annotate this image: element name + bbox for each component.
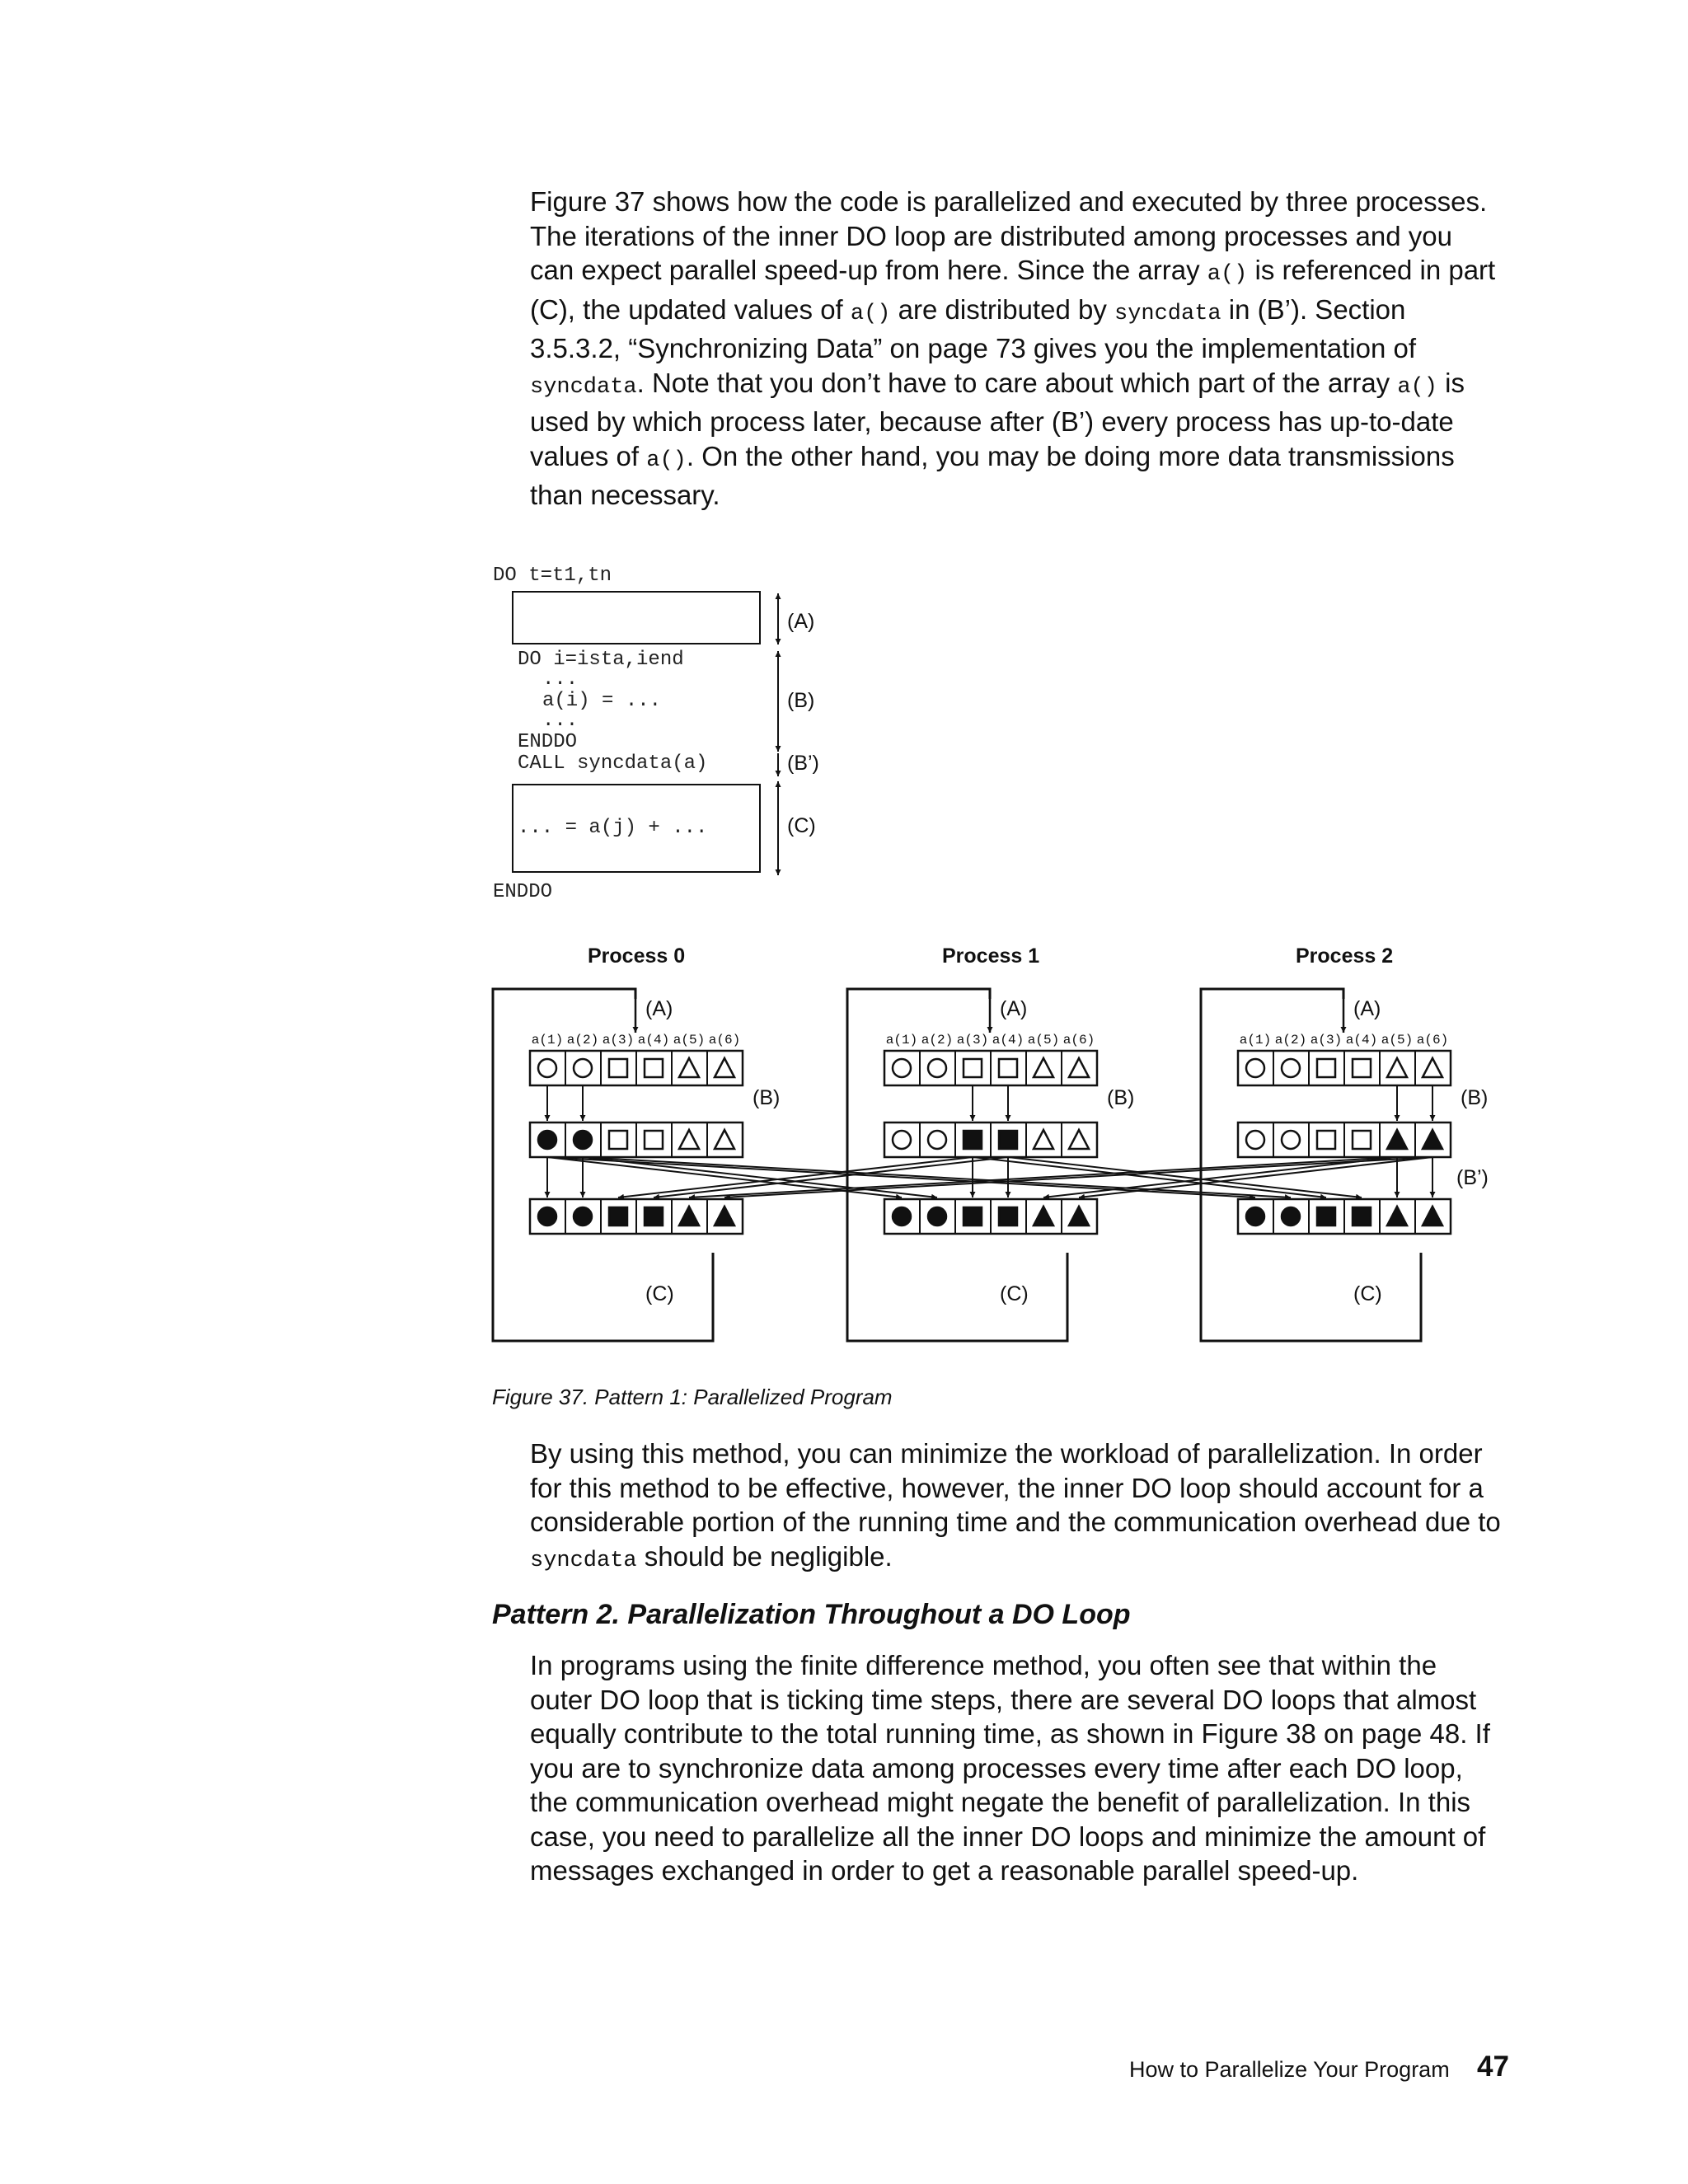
circle-marker bbox=[1282, 1131, 1300, 1149]
circle-marker bbox=[1246, 1131, 1264, 1149]
triangle-marker bbox=[715, 1058, 734, 1077]
triangle-marker bbox=[1069, 1058, 1089, 1077]
triangle-marker bbox=[1423, 1058, 1442, 1077]
array-row-2 bbox=[1238, 1199, 1451, 1234]
array-index-label: a(6) bbox=[1416, 1033, 1449, 1047]
array-index-label: a(4) bbox=[1345, 1033, 1378, 1047]
triangle-marker bbox=[1423, 1130, 1442, 1149]
code-a-array: a() bbox=[1207, 262, 1248, 287]
circle-marker bbox=[538, 1207, 556, 1226]
para1-text: Figure 37 shows how the code is parallelized and executed by three processes. The iterations of the inner DO loop are distributed among processes and you can expect parallel speed-up from here. Since the array bbox=[530, 186, 1488, 285]
array-row-0 bbox=[1238, 1051, 1451, 1085]
para1-text: is referenced in part (C), the updated values of bbox=[530, 255, 1496, 325]
process-1 bbox=[847, 944, 1134, 1341]
para1-text: are distributed by bbox=[890, 293, 1114, 325]
label-b: (B) bbox=[1107, 1086, 1135, 1109]
array-index-label: a(1) bbox=[1239, 1033, 1272, 1047]
process-title: Process 1 bbox=[942, 944, 1040, 968]
square-marker bbox=[609, 1059, 627, 1077]
square-marker bbox=[645, 1131, 663, 1149]
triangle-marker bbox=[679, 1058, 699, 1077]
code-syncdata: syncdata bbox=[530, 1548, 637, 1573]
para1-text: is used by which process later, because after (B’) every process has up-to-date values of bbox=[530, 367, 1465, 471]
square-marker bbox=[964, 1131, 982, 1149]
process-title: Process 0 bbox=[588, 944, 686, 968]
label-a: (A) bbox=[1353, 997, 1381, 1020]
array-index-label: a(2) bbox=[921, 1033, 954, 1047]
code-line: ... bbox=[542, 668, 579, 691]
array-row-1 bbox=[530, 1122, 743, 1157]
triangle-marker bbox=[715, 1207, 734, 1226]
para1-text: . On the other hand, you may be doing more data transmissions than necessary. bbox=[530, 440, 1455, 510]
array-row-2 bbox=[884, 1199, 1097, 1234]
circle-marker bbox=[893, 1131, 911, 1149]
process-0 bbox=[493, 944, 780, 1341]
square-marker bbox=[645, 1059, 663, 1077]
triangle-marker bbox=[1387, 1130, 1407, 1149]
footer-chapter-title: How to Parallelize Your Program bbox=[1129, 2057, 1450, 2082]
array-index-label: a(6) bbox=[708, 1033, 741, 1047]
code-syncdata: syncdata bbox=[1114, 301, 1221, 326]
circle-marker bbox=[574, 1131, 592, 1149]
label-b-prime: (B’) bbox=[1456, 1166, 1489, 1189]
array-row-1 bbox=[884, 1122, 1097, 1157]
square-marker bbox=[1353, 1059, 1371, 1077]
method-paragraph bbox=[530, 1436, 1503, 1578]
para2-text: should be negligible. bbox=[636, 1540, 893, 1572]
circle-marker bbox=[928, 1131, 946, 1149]
circle-marker bbox=[538, 1059, 556, 1077]
array-index-label: a(6) bbox=[1062, 1033, 1095, 1047]
array-index-label: a(5) bbox=[1381, 1033, 1414, 1047]
square-marker bbox=[1353, 1131, 1371, 1149]
circle-marker bbox=[574, 1207, 592, 1226]
para2-text: By using this method, you can minimize the workload of parallelization. In order for this method to be effective, however, the inner DO loop should account for a considerable portion of the running time and the communication overhead due to bbox=[530, 1438, 1501, 1537]
triangle-marker bbox=[1069, 1130, 1089, 1149]
square-marker bbox=[1317, 1059, 1335, 1077]
triangle-marker bbox=[1069, 1207, 1089, 1226]
square-marker bbox=[645, 1207, 663, 1226]
circle-marker bbox=[1282, 1059, 1300, 1077]
array-index-label: a(5) bbox=[673, 1033, 706, 1047]
array-index-label: a(1) bbox=[885, 1033, 918, 1047]
label-a: (A) bbox=[787, 610, 815, 633]
circle-marker bbox=[1282, 1207, 1300, 1226]
square-marker bbox=[999, 1207, 1017, 1226]
triangle-marker bbox=[679, 1207, 699, 1226]
array-index-label: a(1) bbox=[531, 1033, 564, 1047]
process-diagrams bbox=[493, 944, 1489, 1341]
array-index-label: a(5) bbox=[1027, 1033, 1060, 1047]
circle-marker bbox=[1246, 1207, 1264, 1226]
circle-marker bbox=[928, 1207, 946, 1226]
triangle-marker bbox=[1034, 1058, 1053, 1077]
array-index-label: a(4) bbox=[637, 1033, 670, 1047]
code-line: DO i=ista,iend bbox=[518, 649, 684, 671]
circle-marker bbox=[574, 1059, 592, 1077]
code-line: ... = a(j) + ... bbox=[518, 817, 708, 839]
array-index-label: a(2) bbox=[1274, 1033, 1307, 1047]
triangle-marker bbox=[679, 1130, 699, 1149]
section-heading: Pattern 2. Parallelization Throughout a DO Loop bbox=[492, 1599, 1131, 1630]
circle-marker bbox=[538, 1131, 556, 1149]
sync-arrow bbox=[1043, 1157, 1397, 1197]
code-line: DO t=t1,tn bbox=[493, 565, 612, 587]
pattern2-paragraph: In programs using the finite difference method, you often see that within the outer DO loop that is ticking time steps, there are several DO loops that almost equally contribute to the total running time, as shown in Figure 38 on page 48. If you are to synchronize data among processes every time after each DO loop, the communication overhead might negate the benefit of parallelization. In this case, you need to parallelize all the inner DO loops and minimize the amount of messages exchanged in order to get a reasonable parallel speed-up. bbox=[530, 1650, 1490, 1886]
triangle-marker bbox=[1387, 1207, 1407, 1226]
triangle-marker bbox=[1034, 1207, 1053, 1226]
code-line: CALL syncdata(a) bbox=[518, 752, 708, 775]
code-line: a(i) = ... bbox=[542, 690, 662, 712]
array-index-label: a(4) bbox=[992, 1033, 1025, 1047]
code-a-array: a() bbox=[1397, 374, 1437, 400]
triangle-marker bbox=[1423, 1207, 1442, 1226]
code-a-array: a() bbox=[850, 301, 891, 326]
page-number: 47 bbox=[1477, 2050, 1509, 2083]
square-marker bbox=[1353, 1207, 1371, 1226]
square-marker bbox=[999, 1059, 1017, 1077]
label-b: (B) bbox=[753, 1086, 781, 1109]
label-c: (C) bbox=[1000, 1282, 1029, 1305]
triangle-marker bbox=[715, 1130, 734, 1149]
array-index-label: a(3) bbox=[956, 1033, 989, 1047]
array-index-label: a(3) bbox=[602, 1033, 635, 1047]
label-c: (C) bbox=[787, 814, 816, 837]
code-line: ENDDO bbox=[493, 881, 553, 903]
circle-marker bbox=[893, 1207, 911, 1226]
label-c: (C) bbox=[1353, 1282, 1382, 1305]
label-a: (A) bbox=[645, 997, 673, 1020]
array-row-2 bbox=[530, 1199, 743, 1234]
label-b-prime: (B’) bbox=[787, 752, 819, 775]
sync-arrow bbox=[583, 1157, 937, 1197]
square-marker bbox=[1317, 1207, 1335, 1226]
code-syncdata: syncdata bbox=[530, 374, 637, 400]
square-marker bbox=[1317, 1131, 1335, 1149]
para1-text: in (B’). Section 3.5.3.2, “Synchronizing Data” on page 73 gives you the implementation of bbox=[530, 293, 1416, 363]
para1-text: . Note that you don’t have to care about which part of the array bbox=[636, 367, 1398, 398]
sync-arrow bbox=[1079, 1157, 1432, 1197]
array-row-1 bbox=[1238, 1122, 1451, 1157]
circle-marker bbox=[928, 1059, 946, 1077]
square-marker bbox=[999, 1131, 1017, 1149]
code-line: ... bbox=[542, 710, 579, 732]
process-title: Process 2 bbox=[1296, 944, 1394, 968]
circle-marker bbox=[893, 1059, 911, 1077]
array-row-0 bbox=[884, 1051, 1097, 1085]
label-b: (B) bbox=[1461, 1086, 1489, 1109]
label-a: (A) bbox=[1000, 997, 1028, 1020]
triangle-marker bbox=[1034, 1130, 1053, 1149]
code-a-array: a() bbox=[646, 448, 687, 473]
figure-caption: Figure 37. Pattern 1: Parallelized Program bbox=[492, 1385, 893, 1409]
array-index-label: a(2) bbox=[566, 1033, 599, 1047]
square-marker bbox=[964, 1059, 982, 1077]
circle-marker bbox=[1246, 1059, 1264, 1077]
array-row-0 bbox=[530, 1051, 743, 1085]
triangle-marker bbox=[1387, 1058, 1407, 1077]
synchronization-arrows bbox=[547, 1157, 1432, 1197]
label-b: (B) bbox=[787, 689, 815, 712]
process-2 bbox=[1201, 944, 1489, 1341]
square-marker bbox=[609, 1131, 627, 1149]
part-a-box bbox=[513, 592, 760, 644]
square-marker bbox=[964, 1207, 982, 1226]
square-marker bbox=[609, 1207, 627, 1226]
array-index-label: a(3) bbox=[1310, 1033, 1343, 1047]
code-line: ENDDO bbox=[518, 731, 578, 753]
label-c: (C) bbox=[645, 1282, 674, 1305]
